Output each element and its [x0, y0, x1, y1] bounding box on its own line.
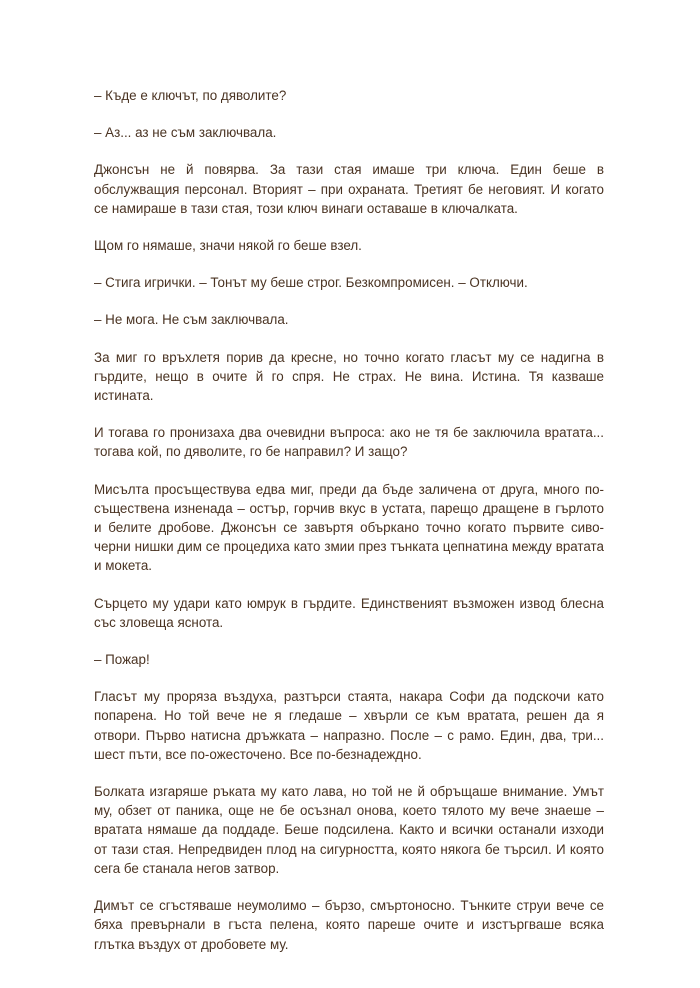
- paragraph-7: За миг го връхлетя порив да кресне, но точно когато гласът му се надигна в гърдите, нещо в очите й го спря. Не страх. Не вина. Истина. Тя казваше истината.: [94, 349, 604, 404]
- paragraph-5: – Стига игрички. – Тонът му беше строг. Безкомпромисен. – Отключи.: [94, 275, 528, 291]
- paragraph-14: Димът се сгъстяваше неумолимо – бързо, смъртоносно. Тънките струи вече се бяха превърнали в гъста пелена, която пареше очите и изстъргваше всяка глътка въздух от дробовете му.: [94, 898, 604, 952]
- paragraph-9: Мисълта просъществува едва миг, преди да бъде заличена от друга, много по-съществена изненада – остър, горчив вкус в устата, парещо дращене в гърлото и белите дробове. Джонсън се завъртя объркано точно когато първите сиво-черни нишки дим се процедиха като змии през тънката цепнатина между вратата и мокета.: [94, 481, 604, 574]
- paragraph-12: Гласът му прорязa въздуха, разтърси стаята, накара Софи да подскочи като попарена. Но той вече не я гледаше – хвърли се към вратата, решен да я отвори. Първо натисна дръжката – напразно. После – с рамо. Един, два, три... шест пъти, все по-ожесточено. Все по-безнадеждно.: [94, 689, 604, 762]
- paragraph-2: – Аз... аз не съм заключвала.: [94, 125, 277, 141]
- paragraph-6: – Не мога. Не съм заключвала.: [94, 312, 289, 328]
- paragraph-10: Сърцето му удари като юмрук в гърдите. Единственият възможен извод блесна със зловеща яснота.: [94, 595, 604, 630]
- text-column: [94, 86, 604, 972]
- paragraph-8: И тогава го пронизаха два очевидни въпроса: ако не тя бе заключила вратата... тогава кой, по дяволите, го бе направил? И защо?: [94, 425, 604, 460]
- paragraph-13: Болката изгаряше ръката му като лава, но той не й обръщаше внимание. Умът му, обзет от паника, още не бе осъзнал онова, което тялото му вече знаеше – вратата нямаше да поддаде. Беше подсилена. Както и всички останали изходи от тази стая. Непредвиден плод на сигурността, която някога бе търсил. И която сега бе станала негов затвор.: [94, 784, 604, 876]
- paragraph-11: – Пожар!: [94, 652, 150, 668]
- paragraph-4: Щом го нямаше, значи някой го беше взел.: [94, 238, 362, 254]
- paragraph-1: – Къде е ключът, по дяволите?: [94, 88, 287, 103]
- paragraph-3: Джонсън не й повярва. За тази стая имаше три ключа. Един беше в обслужващия персонал. Вторият – при охраната. Третият бе неговият. И когато се намираше в тази стая, този ключ винаги оставаше в ключалката.: [94, 162, 604, 216]
